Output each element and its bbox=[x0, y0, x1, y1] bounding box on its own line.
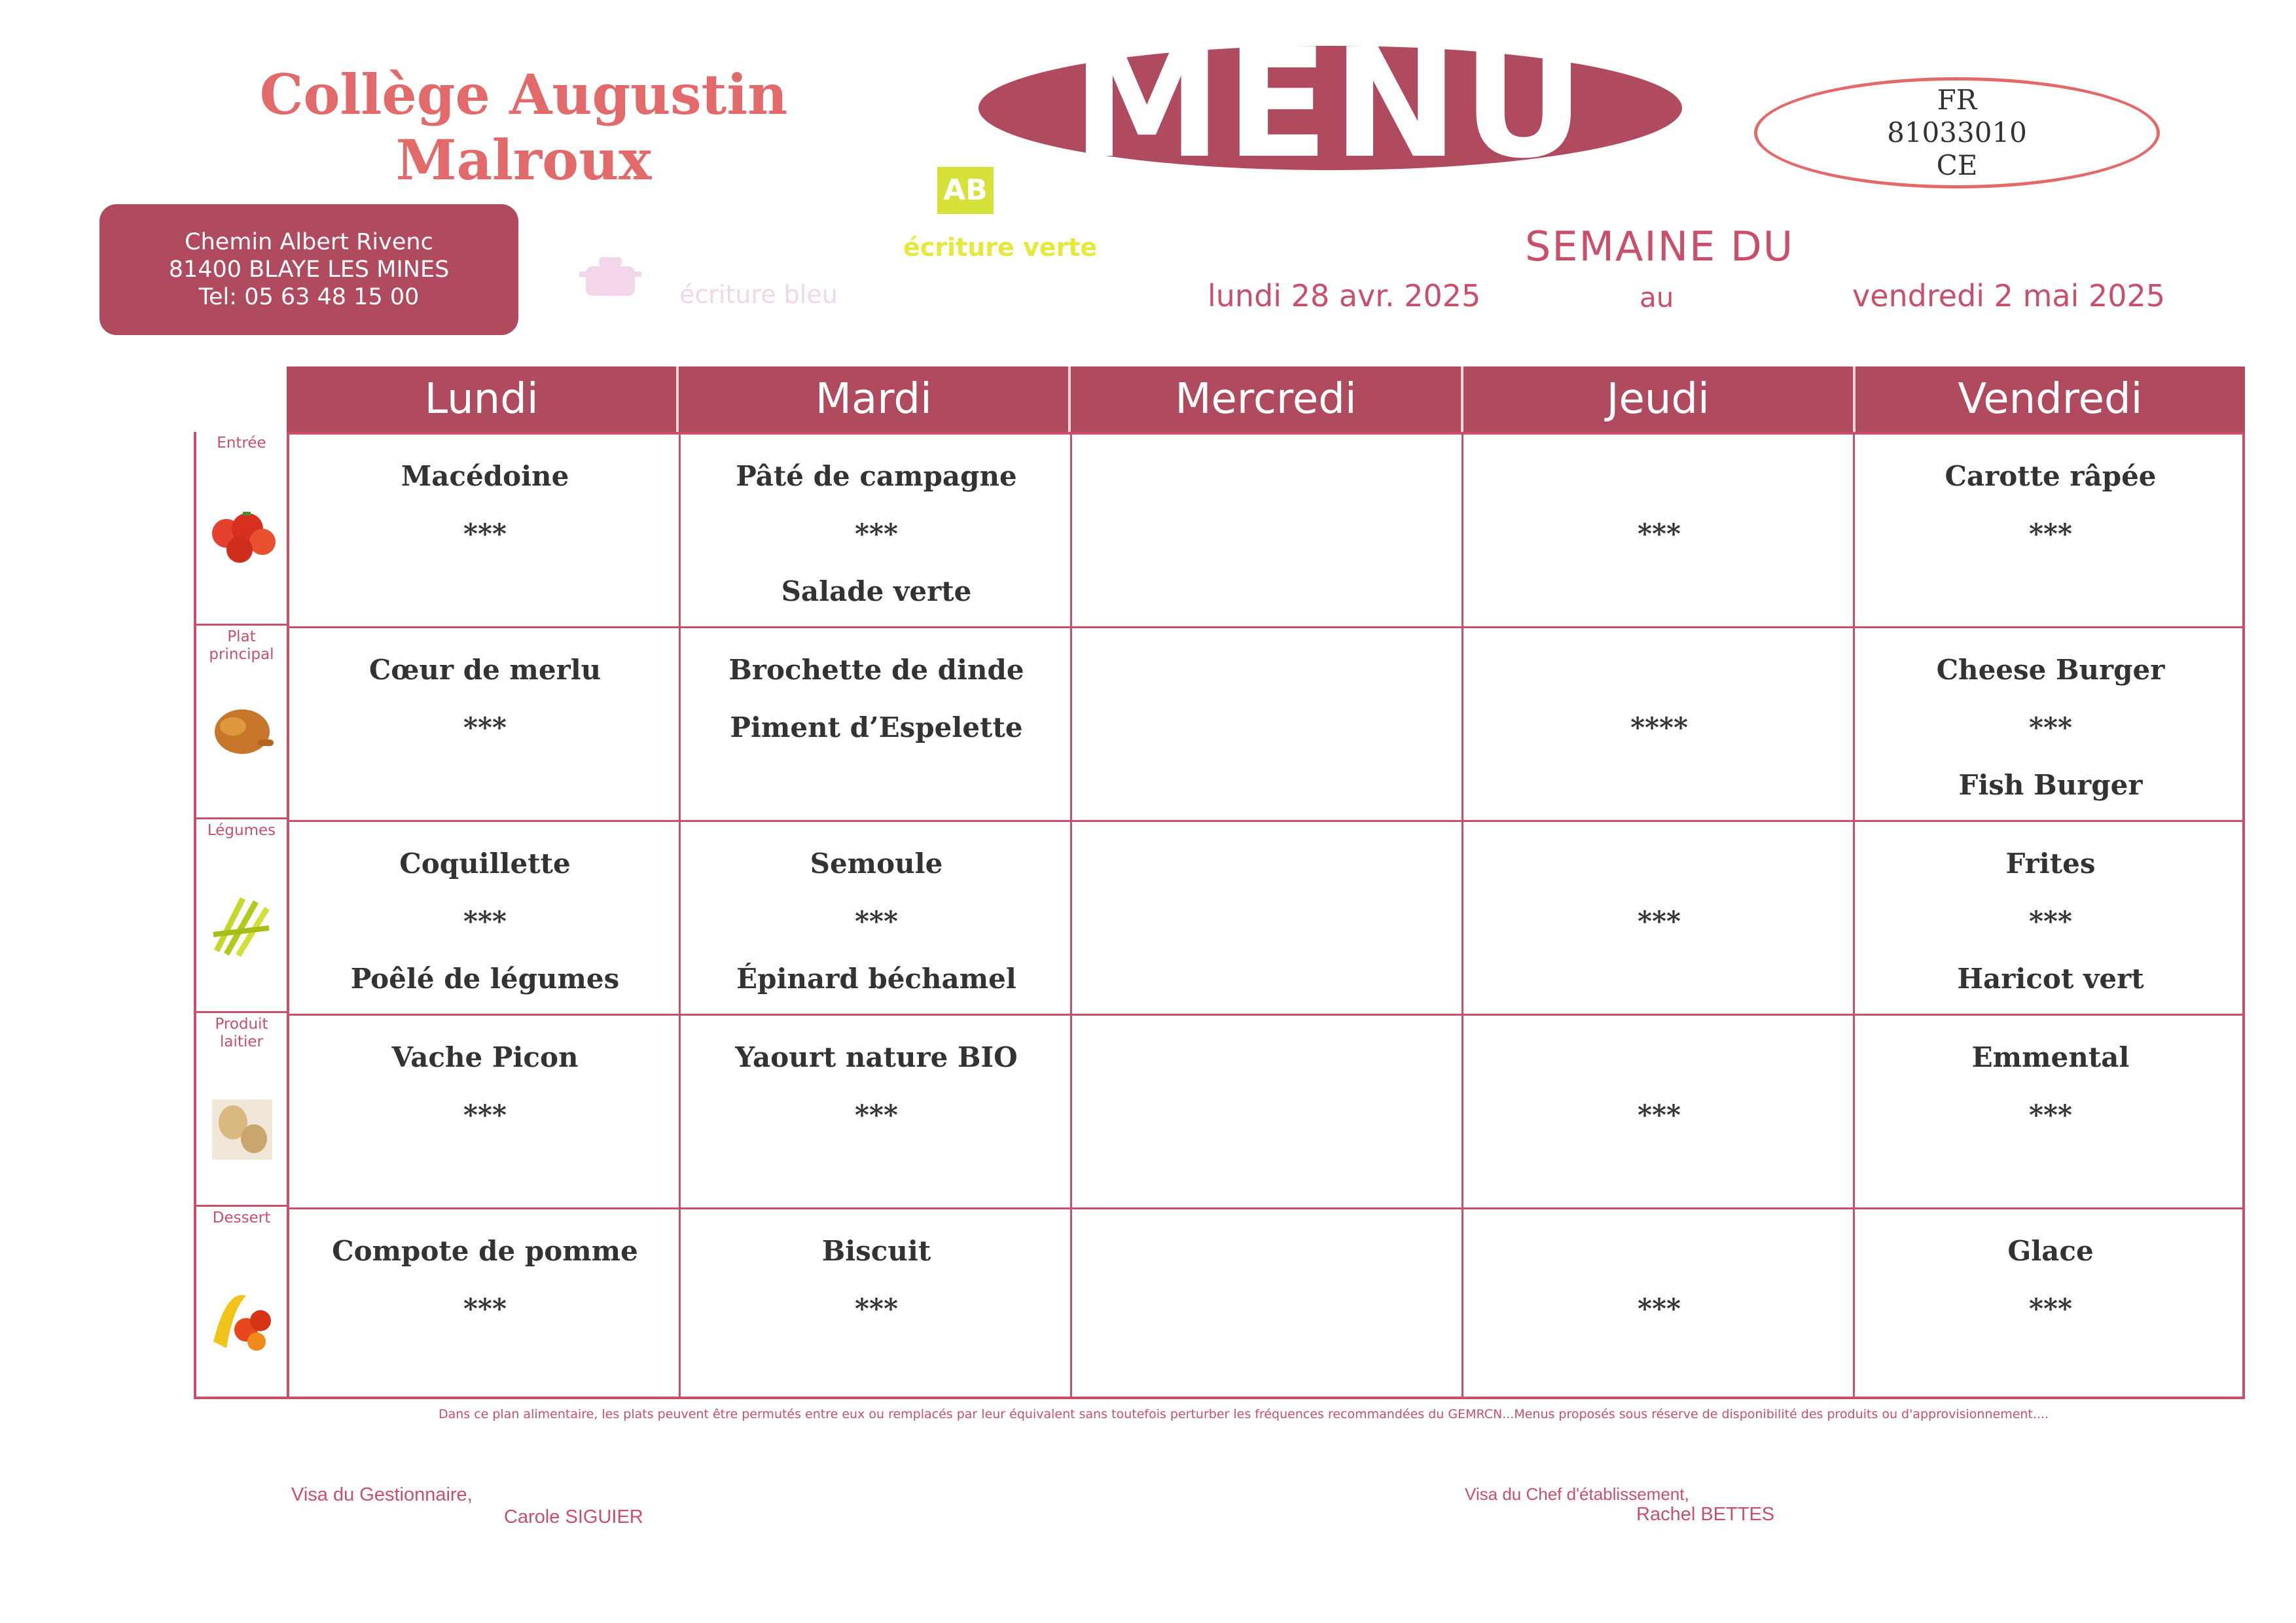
fruit-icon bbox=[207, 1283, 278, 1355]
agrement-line2: 81033010 bbox=[1887, 116, 2027, 149]
dish-line: *** bbox=[463, 518, 507, 550]
dish-line: Emmental bbox=[1971, 1041, 2130, 1073]
dish-line bbox=[681, 757, 1072, 814]
dish-line: *** bbox=[1638, 518, 1681, 550]
dish-line: Carotte râpée bbox=[1945, 460, 2157, 492]
menu-cell-dessert-lundi bbox=[289, 1222, 681, 1395]
dish-line bbox=[289, 1338, 681, 1395]
dish-line: Poêlé de légumes bbox=[350, 963, 620, 995]
dish-line bbox=[1072, 835, 1463, 893]
day-tuesday: Mardi bbox=[679, 366, 1071, 432]
roast-chicken-icon bbox=[207, 694, 278, 766]
row-divider bbox=[289, 820, 2242, 822]
dish-line: Cœur de merlu bbox=[368, 654, 601, 686]
agrement-stamp bbox=[1754, 77, 2160, 188]
dish-line bbox=[289, 757, 681, 814]
dish-line bbox=[1463, 757, 1855, 814]
menu-cell-entree-vendredi bbox=[1855, 448, 2246, 620]
dish-line bbox=[1072, 1222, 1463, 1280]
dish-line bbox=[1463, 1144, 1855, 1202]
dish-line: Salade verte bbox=[781, 575, 972, 607]
dish-line: Fish Burger bbox=[1958, 769, 2143, 801]
dish-line bbox=[1072, 1144, 1463, 1202]
dish-line: *** bbox=[855, 1293, 898, 1325]
menu-cell-laitier-mercredi bbox=[1072, 1029, 1463, 1202]
day-header bbox=[287, 366, 2245, 432]
dish-line: Haricot vert bbox=[1957, 963, 2144, 995]
menu-cell-dessert-vendredi bbox=[1855, 1222, 2246, 1395]
chef-name: Rachel BETTES bbox=[1636, 1504, 1775, 1525]
category-legumes: Légumes bbox=[207, 822, 276, 839]
tomato-icon bbox=[207, 497, 278, 569]
menu-cell-dessert-mercredi bbox=[1072, 1222, 1463, 1395]
dish-line: Macédoine bbox=[401, 460, 569, 492]
menu-cell-laitier-mardi bbox=[681, 1029, 1072, 1202]
dish-line: Épinard béchamel bbox=[736, 963, 1016, 995]
menu-cell-plat-mercredi bbox=[1072, 641, 1463, 814]
dish-line bbox=[1463, 1338, 1855, 1395]
dish-line: Coquillette bbox=[399, 847, 571, 880]
menu-cell-dessert-mardi bbox=[681, 1222, 1072, 1395]
row-divider bbox=[289, 626, 2242, 628]
dish-line bbox=[1072, 448, 1463, 505]
address-box bbox=[99, 204, 518, 335]
homemade-pot-icon bbox=[579, 252, 641, 301]
dish-line: *** bbox=[2029, 518, 2072, 550]
dish-line bbox=[1072, 1086, 1463, 1144]
dish-line bbox=[1072, 641, 1463, 699]
menu-cell-entree-mercredi bbox=[1072, 448, 1463, 620]
dish-line bbox=[1072, 563, 1463, 620]
week-connector: au bbox=[1640, 281, 1674, 313]
school-name bbox=[196, 62, 851, 193]
week-start-date: lundi 28 avr. 2025 bbox=[1208, 278, 1481, 313]
menu-grid bbox=[287, 432, 2245, 1399]
dish-line: Biscuit bbox=[821, 1235, 931, 1267]
category-plat: Plat principal bbox=[209, 628, 274, 663]
dish-line: **** bbox=[1630, 711, 1688, 743]
row-divider bbox=[289, 1207, 2242, 1209]
phone: Tel: 05 63 48 15 00 bbox=[198, 284, 420, 310]
menu-cell-legumes-mardi bbox=[681, 835, 1072, 1008]
dish-line bbox=[1463, 1029, 1855, 1086]
dish-line: *** bbox=[463, 1099, 507, 1131]
dish-line: Piment d’Espelette bbox=[730, 711, 1023, 743]
row-divider bbox=[196, 1011, 287, 1013]
cheese-icon bbox=[207, 1093, 278, 1165]
menu-cell-plat-vendredi bbox=[1855, 641, 2246, 814]
dish-line bbox=[1072, 1338, 1463, 1395]
dish-line: *** bbox=[855, 905, 898, 937]
dish-line: Vache Picon bbox=[391, 1041, 579, 1073]
dish-line bbox=[289, 563, 681, 620]
dish-line: *** bbox=[463, 1293, 507, 1325]
gestionnaire-label: Visa du Gestionnaire, bbox=[291, 1484, 473, 1505]
dish-line: *** bbox=[855, 518, 898, 550]
school-name-line2: Malroux bbox=[395, 128, 652, 192]
dish-line: Yaourt nature BIO bbox=[735, 1041, 1018, 1073]
dish-line: Brochette de dinde bbox=[728, 654, 1024, 686]
menu-cell-entree-jeudi bbox=[1463, 448, 1855, 620]
menu-cell-legumes-vendredi bbox=[1855, 835, 2246, 1008]
menu-cell-legumes-jeudi bbox=[1463, 835, 1855, 1008]
dish-line: Pâté de campagne bbox=[736, 460, 1017, 492]
ab-bio-logo: AB bbox=[937, 167, 994, 214]
menu-cell-laitier-lundi bbox=[289, 1029, 681, 1202]
menu-cell-legumes-lundi bbox=[289, 835, 681, 1008]
dish-line: Cheese Burger bbox=[1936, 654, 2165, 686]
school-name-line1: Collège Augustin bbox=[259, 62, 788, 127]
green-beans-icon bbox=[207, 889, 278, 961]
dish-line bbox=[1072, 505, 1463, 563]
dish-line bbox=[1072, 950, 1463, 1008]
menu-cell-laitier-vendredi bbox=[1855, 1029, 2246, 1202]
dish-line bbox=[1072, 757, 1463, 814]
row-divider bbox=[196, 624, 287, 626]
dish-line bbox=[1855, 1144, 2246, 1202]
address-line1: Chemin Albert Rivenc bbox=[185, 229, 433, 255]
dish-line bbox=[1072, 1280, 1463, 1338]
legend-green: écriture verte bbox=[903, 233, 1098, 262]
day-thursday: Jeudi bbox=[1463, 366, 1856, 432]
gestionnaire-name: Carole SIGUIER bbox=[504, 1507, 643, 1527]
dish-line bbox=[681, 1338, 1072, 1395]
dish-line bbox=[1072, 699, 1463, 757]
dish-line bbox=[1855, 563, 2246, 620]
dish-line bbox=[1463, 950, 1855, 1008]
dish-line bbox=[1463, 641, 1855, 699]
legend-blue: écriture bleu bbox=[679, 280, 838, 309]
week-label: SEMAINE DU bbox=[1525, 223, 1795, 270]
menu-cell-plat-mardi bbox=[681, 641, 1072, 814]
menu-cell-legumes-mercredi bbox=[1072, 835, 1463, 1008]
dish-line bbox=[1072, 1029, 1463, 1086]
dish-line: Frites bbox=[2005, 847, 2096, 880]
dish-line: *** bbox=[1638, 905, 1681, 937]
dish-line: *** bbox=[2029, 905, 2072, 937]
dish-line: *** bbox=[2029, 711, 2072, 743]
menu-title: MENU bbox=[1071, 17, 1589, 192]
footnote: Dans ce plan alimentaire, les plats peuvent être permutés entre eux ou remplacés par leur équivalent sans toutefois perturber les fréquences recommandées du GEMRCN...Menus proposés sous réserve de disponibilité des produits ou d'approvisionnement.... bbox=[438, 1407, 2049, 1421]
dish-line bbox=[1072, 893, 1463, 950]
menu-cell-entree-lundi bbox=[289, 448, 681, 620]
menu-cell-plat-jeudi bbox=[1463, 641, 1855, 814]
dish-line bbox=[1463, 448, 1855, 505]
dish-line bbox=[1463, 1222, 1855, 1280]
menu-cell-entree-mardi bbox=[681, 448, 1072, 620]
dish-line: *** bbox=[855, 1099, 898, 1131]
row-divider bbox=[196, 1205, 287, 1207]
dish-line: Glace bbox=[2007, 1235, 2094, 1267]
dish-line: *** bbox=[2029, 1293, 2072, 1325]
week-end-date: vendredi 2 mai 2025 bbox=[1852, 278, 2166, 313]
category-dessert: Dessert bbox=[212, 1209, 271, 1226]
category-column bbox=[194, 432, 287, 1399]
menu-cell-dessert-jeudi bbox=[1463, 1222, 1855, 1395]
dish-line: *** bbox=[2029, 1099, 2072, 1131]
day-friday: Vendredi bbox=[1958, 375, 2143, 423]
agrement-line3: CE bbox=[1936, 149, 1978, 181]
dish-line bbox=[1463, 835, 1855, 893]
day-monday: Lundi bbox=[287, 366, 679, 432]
row-divider bbox=[289, 1014, 2242, 1016]
dish-line bbox=[681, 1144, 1072, 1202]
dish-line bbox=[1855, 1338, 2246, 1395]
category-laitier: Produit laitier bbox=[215, 1016, 268, 1050]
dish-line: *** bbox=[1638, 1293, 1681, 1325]
dish-line bbox=[289, 1144, 681, 1202]
row-divider bbox=[196, 817, 287, 819]
menu-cell-plat-lundi bbox=[289, 641, 681, 814]
agrement-line1: FR bbox=[1937, 84, 1977, 116]
dish-line bbox=[1463, 563, 1855, 620]
chef-label: Visa du Chef d'établissement, bbox=[1465, 1484, 1689, 1504]
dish-line: Compote de pomme bbox=[332, 1235, 638, 1267]
day-wednesday: Mercredi bbox=[1071, 366, 1463, 432]
address-line2: 81400 BLAYE LES MINES bbox=[168, 257, 450, 283]
dish-line: *** bbox=[463, 905, 507, 937]
menu-cell-laitier-jeudi bbox=[1463, 1029, 1855, 1202]
dish-line: *** bbox=[1638, 1099, 1681, 1131]
dish-line: Semoule bbox=[810, 847, 943, 880]
dish-line: *** bbox=[463, 711, 507, 743]
category-entree: Entrée bbox=[217, 435, 266, 452]
